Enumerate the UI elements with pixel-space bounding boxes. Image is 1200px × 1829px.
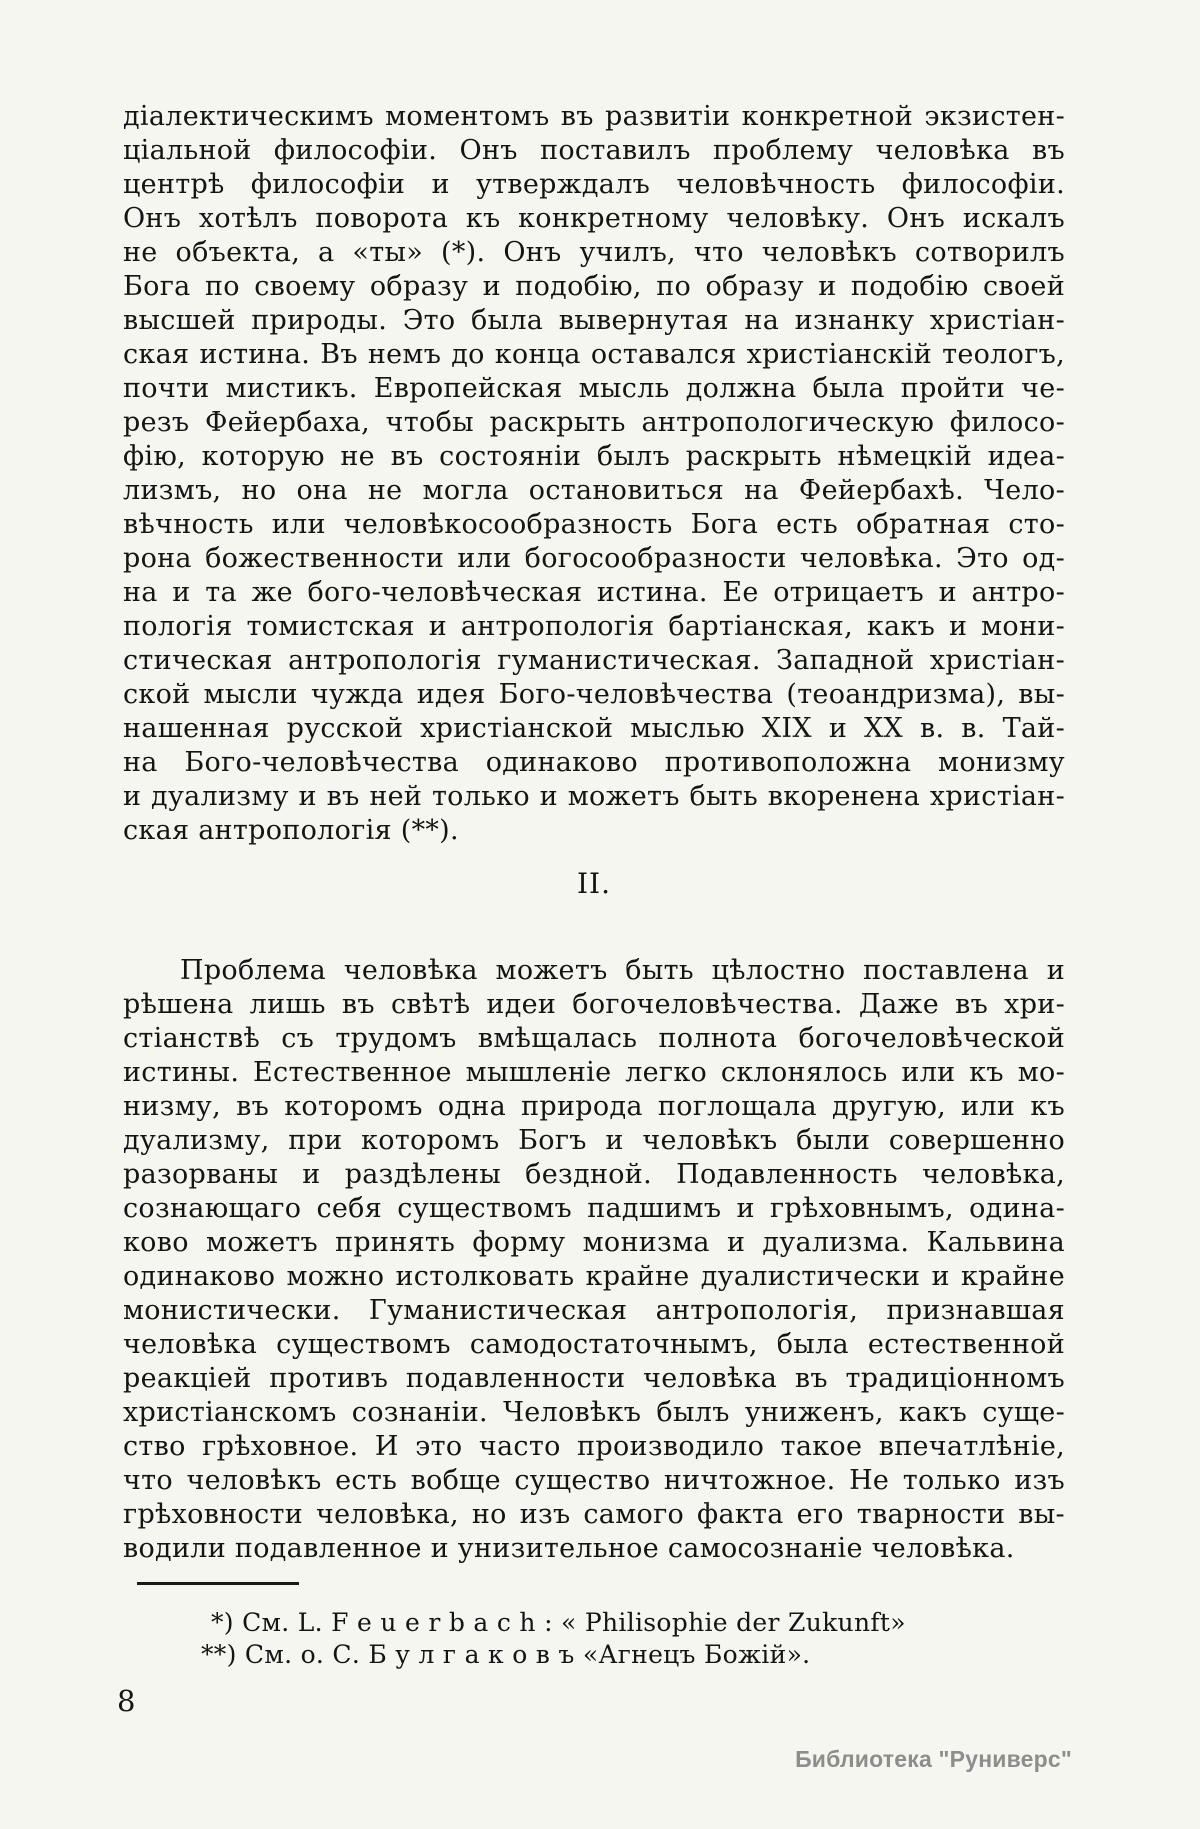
- footnote-line: **) См. о. С. Б у л г а к о в ъ «Агнецъ Божій».: [201, 1640, 811, 1669]
- paragraph-body: [123, 954, 1065, 1566]
- section-heading-roman-numeral: II.: [576, 867, 612, 900]
- text-line: ской мысли чужда идея Бого-человѣчества (теоандризма), вы-: [123, 679, 1065, 710]
- text-line: что человѣкъ есть вобще существо ничтожное. Не только изъ: [123, 1465, 1065, 1496]
- text-line: водили подавленное и унизительное самосознаніе человѣка.: [123, 1533, 1015, 1564]
- text-block: [123, 100, 1065, 1671]
- text-line: стическая антропологія гуманистическая. Западной христіан-: [123, 645, 1065, 676]
- text-line: высшей природы. Это была вывернутая на изнанку христіан-: [123, 305, 1065, 336]
- text-line: грѣховности человѣка, но изъ самого факта его тварности вы-: [123, 1499, 1065, 1530]
- text-line: монистически. Гуманистическая антропологія, признавшая: [123, 1295, 1065, 1326]
- text-line: низму, въ которомъ одна природа поглощала другую, или къ: [123, 1091, 1065, 1122]
- text-line: Онъ хотѣлъ поворота къ конкретному человѣку. Онъ искалъ: [123, 203, 1065, 234]
- page-number: 8: [117, 1684, 136, 1718]
- text-line: стіанствѣ съ трудомъ вмѣщалась полнота богочеловѣческой: [123, 1023, 1065, 1054]
- text-line: ская истина. Въ немъ до конца оставался христіанскій теологъ,: [123, 339, 1065, 370]
- text-line: рѣшена лишь въ свѣтѣ идеи богочеловѣчества. Даже въ хри-: [123, 989, 1065, 1020]
- text-line: разорваны и раздѣлены бездной. Подавленность человѣка,: [123, 1159, 1065, 1190]
- text-line: ская антропологія (**).: [123, 815, 459, 846]
- text-line: нашенная русской христіанской мыслью XIX и XX в. в. Тай-: [123, 713, 1065, 744]
- text-line: дуализму, при которомъ Богъ и человѣкъ были совершенно: [123, 1125, 1065, 1156]
- text-line: пологія томистская и антропологія бартіанская, какъ и мони-: [123, 611, 1065, 642]
- text-line: ство грѣховное. И это часто производило такое впечатлѣніе,: [123, 1431, 1065, 1462]
- text-line: на Бого-человѣчества одинаково противоположна монизму: [123, 747, 1065, 778]
- text-line: одинаково можно истолковать крайне дуалистически и крайне: [123, 1261, 1065, 1292]
- text-line: христіанскомъ сознаніи. Человѣкъ былъ униженъ, какъ суще-: [123, 1397, 1065, 1428]
- text-line: вѣчность или человѣкосообразность Бога есть обратная сто-: [123, 509, 1065, 540]
- text-line: Бога по своему образу и подобію, по образу и подобію своей: [123, 271, 1065, 302]
- text-line: не объекта, а «ты» (*). Онъ училъ, что человѣкъ сотворилъ: [123, 237, 1065, 268]
- text-line: на и та же бого-человѣческая истина. Ее отрицаетъ и антро-: [123, 577, 1065, 608]
- text-line: сознающаго себя существомъ падшимъ и грѣховнымъ, одина-: [123, 1193, 1065, 1224]
- footnote-line: *) См. L. F e u e r b a c h : « Philisophie der Zukunft»: [211, 1608, 906, 1637]
- text-line: реакціей противъ подавленности человѣка въ традиціонномъ: [123, 1363, 1065, 1394]
- text-line: человѣка существомъ самодостаточнымъ, была естественной: [123, 1329, 1065, 1360]
- paragraph-continuation: [123, 100, 1065, 848]
- text-line: фію, которую не въ состояніи былъ раскрыть нѣмецкій идеа-: [123, 441, 1065, 472]
- text-line: ціальной философіи. Онъ поставилъ проблему человѣка въ: [123, 135, 1065, 166]
- text-line: центрѣ философіи и утверждалъ человѣчность философіи.: [123, 169, 1065, 200]
- text-line: лизмъ, но она не могла остановиться на Фейербахѣ. Чело-: [123, 475, 1065, 506]
- text-line: ково можетъ принять форму монизма и дуализма. Кальвина: [123, 1227, 1065, 1258]
- footnote-separator-rule: [137, 1582, 299, 1585]
- footnotes: [123, 1607, 1065, 1671]
- text-line: истины. Естественное мышленіе легко склонялось или къ мо-: [123, 1057, 1065, 1088]
- text-line: и дуализму и въ ней только и можетъ быть вкоренена христіан-: [123, 781, 1065, 812]
- text-line: діалектическимъ моментомъ въ развитіи конкретной экзистен-: [123, 101, 1065, 132]
- text-line: резъ Фейербаха, чтобы раскрыть антропологическую филосо-: [123, 407, 1065, 438]
- text-line: рона божественности или богосообразности человѣка. Это од-: [123, 543, 1065, 574]
- library-watermark: Библиотека "Руниверс": [795, 1746, 1072, 1772]
- text-line: почти мистикъ. Европейская мысль должна была пройти че-: [123, 373, 1065, 404]
- text-line: Проблема человѣка можетъ быть цѣлостно поставлена и: [180, 955, 1065, 986]
